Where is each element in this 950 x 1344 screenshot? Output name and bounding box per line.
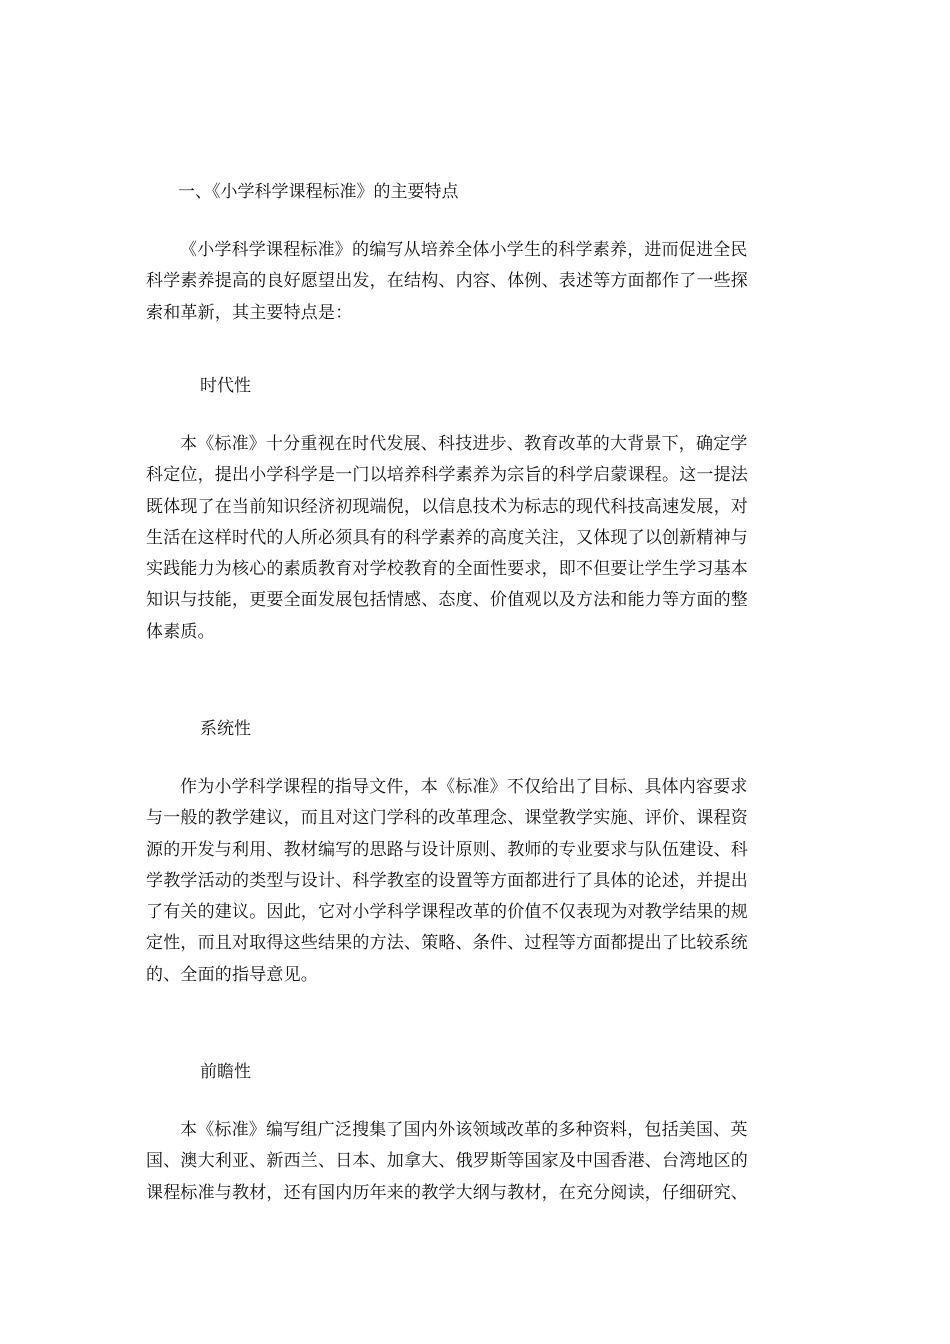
feature-heading-forward: 前瞻性 bbox=[200, 1062, 251, 1082]
feature-paragraph-era: 本《标准》十分重视在时代发展、科技进步、教育改革的大背景下，确定学 科定位，提出小学科学是一门以培养科学素养为宗旨的科学启蒙课程。这一提法 既体现了在当前知识经济初现端倪，以信息技术为标志的现代科技高速发展，对 生活在这样时代的人所必须具有的科学素养的高度关注，又体现了以创新精神与 实践能力为核心的素质教育对学校教育的全面性要求，即不但要让学生学习基本 知识与技能，更要全面发展包括情感、态度、价值观以及方法和能力等方面的整 体素质。 bbox=[146, 434, 748, 642]
feature-heading-era: 时代性 bbox=[200, 376, 251, 396]
intro-paragraph: 《小学科学课程标准》的编写从培养全体小学生的科学素养，进而促进全民 科学素养提高的良好愿望出发，在结构、内容、体例、表述等方面都作了一些探 索和革新，其主要特点是： bbox=[146, 240, 748, 323]
feature-paragraph-forward: 本《标准》编写组广泛搜集了国内外该领域改革的多种资料，包括美国、英 国、澳大利亚、新西兰、日本、加拿大、俄罗斯等国家及中国香港、台湾地区的 课程标准与教材，还有国内历年来的教学大纲与教材，在充分阅读，仔细研究、 bbox=[146, 1120, 748, 1203]
feature-heading-systematic: 系统性 bbox=[200, 719, 251, 739]
section-heading: 一、《小学科学课程标准》的主要特点 bbox=[178, 182, 459, 202]
feature-paragraph-systematic: 作为小学科学课程的指导文件，本《标准》不仅给出了目标、具体内容要求 与一般的教学建议，而且对这门学科的改革理念、课堂教学实施、评价、课程资 源的开发与利用、教材编写的思路与设计原则、教师的专业要求与队伍建设、科 学教学活动的类型与设计、科学教室的设置等方面都进行了具体的论述，并提出 了有关的建议。因此，它对小学科学课程改革的价值不仅表现为对教学结果的规 定性，而且对取得这些结果的方法、策略、条件、过程等方面都提出了比较系统 的、全面的指导意见。 bbox=[146, 777, 748, 985]
